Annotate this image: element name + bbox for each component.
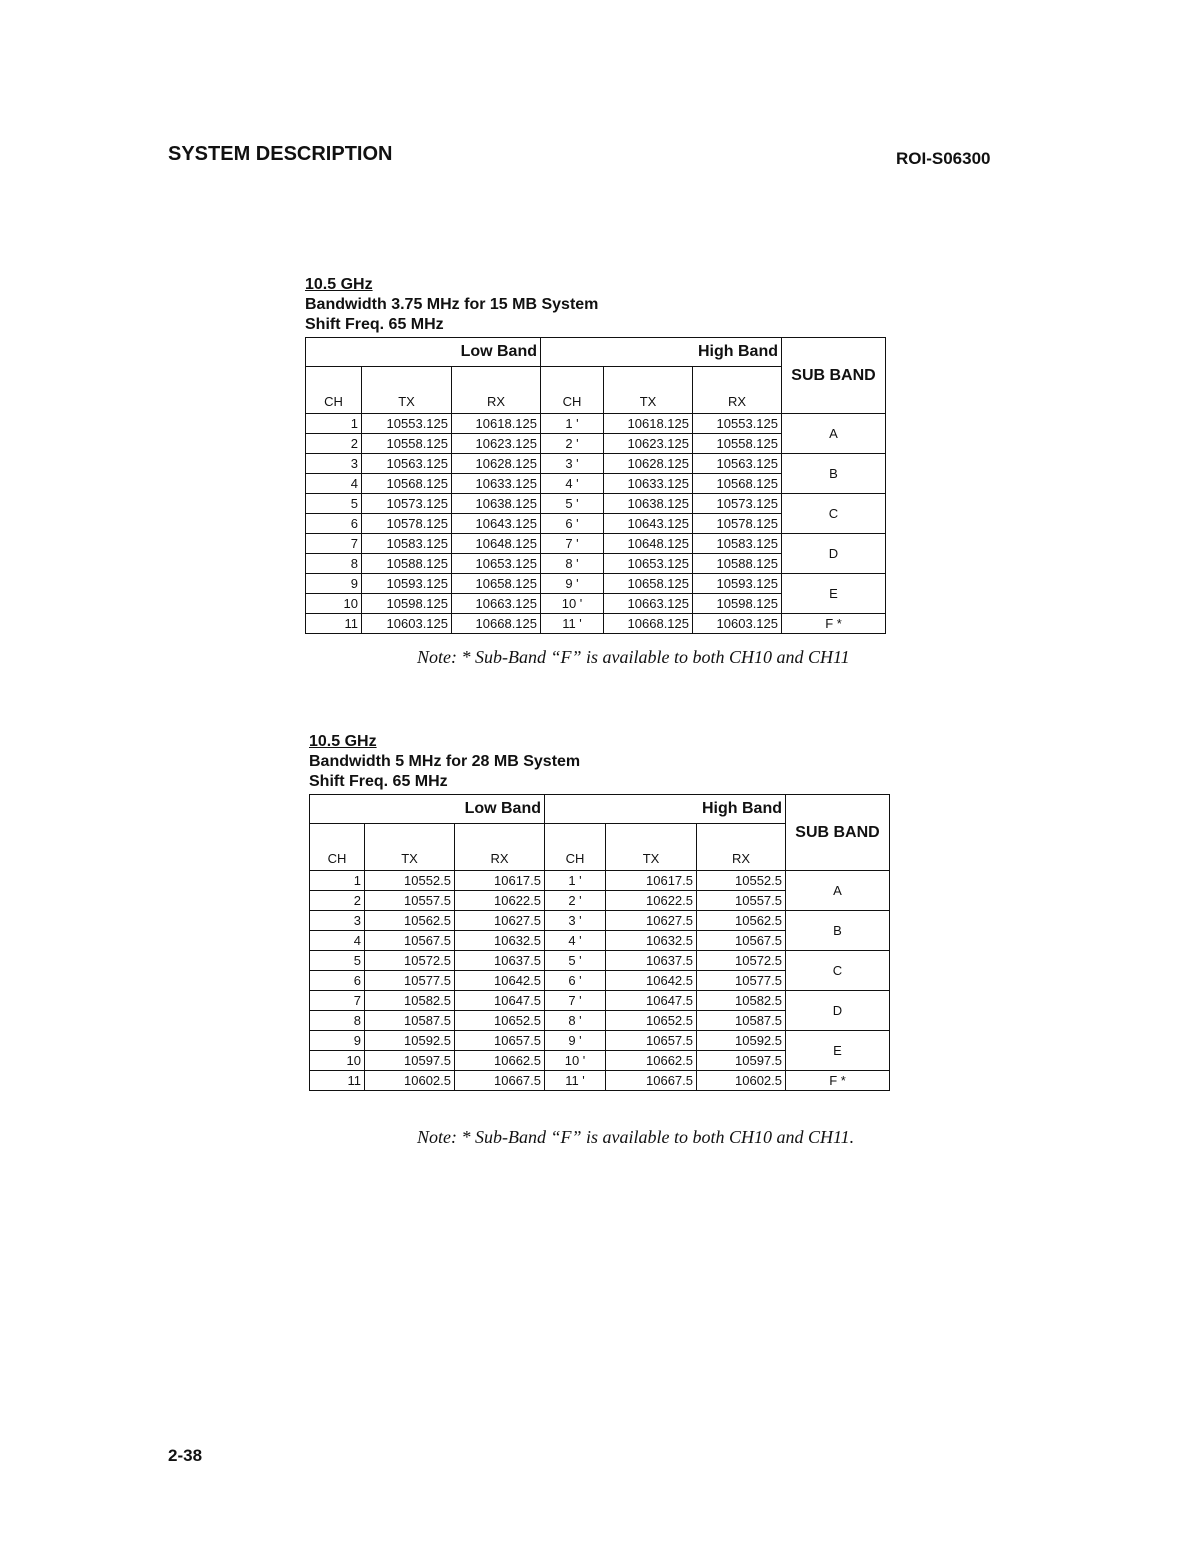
table-cell: 10588.125 xyxy=(362,554,452,574)
sub-band-cell: E xyxy=(786,1031,890,1071)
table-cell: 10602.5 xyxy=(365,1071,455,1091)
table-cell: 10647.5 xyxy=(455,991,545,1011)
table-cell: 10622.5 xyxy=(606,891,697,911)
table-cell: 11 xyxy=(306,614,362,634)
sub-band-header: SUB BAND xyxy=(782,338,886,414)
page-title: SYSTEM DESCRIPTION xyxy=(168,143,393,165)
sub-band-cell: A xyxy=(782,414,886,454)
table-cell: 10642.5 xyxy=(606,971,697,991)
table-cell: 10638.125 xyxy=(452,494,541,514)
table-cell: 9 ' xyxy=(541,574,604,594)
table-cell: 6 ' xyxy=(545,971,606,991)
table-cell: 10592.5 xyxy=(365,1031,455,1051)
table-cell: 10557.5 xyxy=(697,891,786,911)
table-cell: 7 ' xyxy=(545,991,606,1011)
table-cell: 2 ' xyxy=(541,434,604,454)
table-cell: 10663.125 xyxy=(604,594,693,614)
bandwidth-label: Bandwidth 5 MHz for 28 MB System xyxy=(309,753,581,770)
table-cell: 10668.125 xyxy=(452,614,541,634)
table-cell: 8 ' xyxy=(545,1011,606,1031)
table-cell: 10647.5 xyxy=(606,991,697,1011)
table-cell: 10582.5 xyxy=(365,991,455,1011)
table-cell: 7 xyxy=(306,534,362,554)
table-cell: 10638.125 xyxy=(604,494,693,514)
table-cell: 10567.5 xyxy=(697,931,786,951)
table-row xyxy=(306,454,886,474)
table-cell: 10598.125 xyxy=(693,594,782,614)
table-cell: 10633.125 xyxy=(452,474,541,494)
channel-table xyxy=(309,794,890,1091)
table-row xyxy=(310,951,890,971)
table-cell: 10662.5 xyxy=(606,1051,697,1071)
column-header-ch: CH xyxy=(545,824,606,871)
table-cell: 9 xyxy=(310,1031,365,1051)
table-cell: 10628.125 xyxy=(604,454,693,474)
column-header-ch: CH xyxy=(306,367,362,414)
high-band-label: High Band xyxy=(545,795,786,824)
table-cell: 10583.125 xyxy=(693,534,782,554)
column-header-ch: CH xyxy=(310,824,365,871)
sub-band-cell: C xyxy=(782,494,886,534)
table-cell: 10 ' xyxy=(541,594,604,614)
table-cell: 10597.5 xyxy=(365,1051,455,1071)
column-header-tx: TX xyxy=(604,367,693,414)
table-cell: 10583.125 xyxy=(362,534,452,554)
table-cell: 1 ' xyxy=(541,414,604,434)
table-cell: 4 ' xyxy=(545,931,606,951)
table-cell: 10568.125 xyxy=(362,474,452,494)
table-cell: 10603.125 xyxy=(362,614,452,634)
table-cell: 10657.5 xyxy=(455,1031,545,1051)
table-cell: 6 xyxy=(306,514,362,534)
table-cell: 10567.5 xyxy=(365,931,455,951)
frequency-section-2 xyxy=(309,732,890,1091)
table-cell: 10668.125 xyxy=(604,614,693,634)
table-cell: 3 xyxy=(310,911,365,931)
table-cell: 10653.125 xyxy=(452,554,541,574)
sub-band-cell: A xyxy=(786,871,890,911)
table-cell: 8 xyxy=(310,1011,365,1031)
band-header-row xyxy=(310,795,890,824)
table-cell: 3 xyxy=(306,454,362,474)
low-band-label: Low Band xyxy=(310,795,545,824)
table-cell: 10617.5 xyxy=(606,871,697,891)
table-cell: 10643.125 xyxy=(452,514,541,534)
table-cell: 6 xyxy=(310,971,365,991)
table-cell: 10663.125 xyxy=(452,594,541,614)
table-row xyxy=(310,1071,890,1091)
table-row xyxy=(310,1031,890,1051)
table-cell: 10572.5 xyxy=(697,951,786,971)
table-cell: 1 ' xyxy=(545,871,606,891)
table-row xyxy=(306,414,886,434)
table-cell: 10552.5 xyxy=(365,871,455,891)
table-cell: 2 ' xyxy=(545,891,606,911)
table-row xyxy=(310,991,890,1011)
table-cell: 10657.5 xyxy=(606,1031,697,1051)
table-cell: 5 xyxy=(306,494,362,514)
table-cell: 10632.5 xyxy=(455,931,545,951)
table-cell: 10562.5 xyxy=(365,911,455,931)
table-cell: 11 xyxy=(310,1071,365,1091)
table-cell: 10558.125 xyxy=(362,434,452,454)
table-cell: 10598.125 xyxy=(362,594,452,614)
frequency-label: 10.5 GHz xyxy=(309,733,377,750)
table-cell: 10648.125 xyxy=(452,534,541,554)
table-cell: 4 xyxy=(306,474,362,494)
table-cell: 10602.5 xyxy=(697,1071,786,1091)
table-cell: 6 ' xyxy=(541,514,604,534)
shift-frequency-label: Shift Freq. 65 MHz xyxy=(309,773,448,790)
table-cell: 4 ' xyxy=(541,474,604,494)
column-header-rx: RX xyxy=(697,824,786,871)
table-cell: 10557.5 xyxy=(365,891,455,911)
table-cell: 10627.5 xyxy=(606,911,697,931)
table-cell: 10618.125 xyxy=(604,414,693,434)
table-cell: 3 ' xyxy=(545,911,606,931)
sub-band-cell: F * xyxy=(782,614,886,634)
channel-table xyxy=(305,337,886,634)
high-band-label: High Band xyxy=(541,338,782,367)
table-cell: 10653.125 xyxy=(604,554,693,574)
table-cell: 5 ' xyxy=(541,494,604,514)
table-cell: 10588.125 xyxy=(693,554,782,574)
table-cell: 10652.5 xyxy=(606,1011,697,1031)
sub-band-cell: D xyxy=(782,534,886,574)
table-row xyxy=(306,494,886,514)
table-row xyxy=(310,911,890,931)
table-cell: 10617.5 xyxy=(455,871,545,891)
table-cell: 10622.5 xyxy=(455,891,545,911)
table-cell: 8 xyxy=(306,554,362,574)
table-cell: 10578.125 xyxy=(362,514,452,534)
table-cell: 10562.5 xyxy=(697,911,786,931)
table-cell: 10643.125 xyxy=(604,514,693,534)
table-cell: 10572.5 xyxy=(365,951,455,971)
table-note: Note: * Sub-Band “F” is available to both CH10 and CH11. xyxy=(417,1127,855,1147)
frequency-label: 10.5 GHz xyxy=(305,276,373,293)
column-header-tx: TX xyxy=(365,824,455,871)
column-header-tx: TX xyxy=(606,824,697,871)
table-cell: 1 xyxy=(310,871,365,891)
sub-band-cell: F * xyxy=(786,1071,890,1091)
shift-frequency-label: Shift Freq. 65 MHz xyxy=(305,316,444,333)
table-cell: 5 xyxy=(310,951,365,971)
table-row xyxy=(306,614,886,634)
table-cell: 10592.5 xyxy=(697,1031,786,1051)
table-cell: 8 ' xyxy=(541,554,604,574)
table-cell: 10587.5 xyxy=(697,1011,786,1031)
band-header-row xyxy=(306,338,886,367)
column-header-rx: RX xyxy=(452,367,541,414)
table-cell: 10597.5 xyxy=(697,1051,786,1071)
table-row xyxy=(306,574,886,594)
table-note: Note: * Sub-Band “F” is available to both CH10 and CH11 xyxy=(417,647,850,667)
column-header-tx: TX xyxy=(362,367,452,414)
table-cell: 10627.5 xyxy=(455,911,545,931)
frequency-section-1 xyxy=(305,275,886,634)
table-cell: 3 ' xyxy=(541,454,604,474)
table-cell: 1 xyxy=(306,414,362,434)
sub-band-cell: B xyxy=(782,454,886,494)
table-cell: 10582.5 xyxy=(697,991,786,1011)
table-cell: 10667.5 xyxy=(606,1071,697,1091)
table-cell: 10 ' xyxy=(545,1051,606,1071)
sub-band-cell: E xyxy=(782,574,886,614)
table-cell: 10593.125 xyxy=(693,574,782,594)
table-cell: 10603.125 xyxy=(693,614,782,634)
sub-band-header: SUB BAND xyxy=(786,795,890,871)
table-cell: 10573.125 xyxy=(362,494,452,514)
table-cell: 10618.125 xyxy=(452,414,541,434)
table-cell: 11 ' xyxy=(541,614,604,634)
table-row xyxy=(310,871,890,891)
table-cell: 10593.125 xyxy=(362,574,452,594)
table-cell: 10658.125 xyxy=(604,574,693,594)
bandwidth-label: Bandwidth 3.75 MHz for 15 MB System xyxy=(305,296,599,313)
table-cell: 2 xyxy=(310,891,365,911)
page-number: 2-38 xyxy=(168,1446,203,1465)
table-cell: 10553.125 xyxy=(362,414,452,434)
sub-band-cell: B xyxy=(786,911,890,951)
table-cell: 7 xyxy=(310,991,365,1011)
table-cell: 10637.5 xyxy=(455,951,545,971)
column-header-rx: RX xyxy=(693,367,782,414)
low-band-label: Low Band xyxy=(306,338,541,367)
table-cell: 10578.125 xyxy=(693,514,782,534)
table-cell: 10632.5 xyxy=(606,931,697,951)
table-cell: 10628.125 xyxy=(452,454,541,474)
table-cell: 10577.5 xyxy=(697,971,786,991)
table-cell: 10 xyxy=(306,594,362,614)
table-cell: 10577.5 xyxy=(365,971,455,991)
table-cell: 10658.125 xyxy=(452,574,541,594)
table-cell: 10563.125 xyxy=(693,454,782,474)
table-cell: 10 xyxy=(310,1051,365,1071)
table-cell: 10667.5 xyxy=(455,1071,545,1091)
table-cell: 10563.125 xyxy=(362,454,452,474)
table-cell: 10573.125 xyxy=(693,494,782,514)
table-cell: 10587.5 xyxy=(365,1011,455,1031)
table-row xyxy=(306,534,886,554)
table-cell: 10553.125 xyxy=(693,414,782,434)
document-id: ROI-S06300 xyxy=(896,149,991,168)
table-cell: 7 ' xyxy=(541,534,604,554)
table-cell: 10637.5 xyxy=(606,951,697,971)
table-cell: 10642.5 xyxy=(455,971,545,991)
section-heading xyxy=(309,732,890,792)
section-heading xyxy=(305,275,886,335)
table-cell: 10633.125 xyxy=(604,474,693,494)
table-cell: 10552.5 xyxy=(697,871,786,891)
table-cell: 10623.125 xyxy=(452,434,541,454)
table-cell: 5 ' xyxy=(545,951,606,971)
table-cell: 11 ' xyxy=(545,1071,606,1091)
sub-band-cell: C xyxy=(786,951,890,991)
column-header-ch: CH xyxy=(541,367,604,414)
table-cell: 4 xyxy=(310,931,365,951)
table-cell: 9 xyxy=(306,574,362,594)
table-cell: 10558.125 xyxy=(693,434,782,454)
table-cell: 10623.125 xyxy=(604,434,693,454)
table-cell: 2 xyxy=(306,434,362,454)
table-cell: 10652.5 xyxy=(455,1011,545,1031)
table-cell: 9 ' xyxy=(545,1031,606,1051)
column-header-rx: RX xyxy=(455,824,545,871)
table-cell: 10662.5 xyxy=(455,1051,545,1071)
table-cell: 10568.125 xyxy=(693,474,782,494)
sub-band-cell: D xyxy=(786,991,890,1031)
table-cell: 10648.125 xyxy=(604,534,693,554)
